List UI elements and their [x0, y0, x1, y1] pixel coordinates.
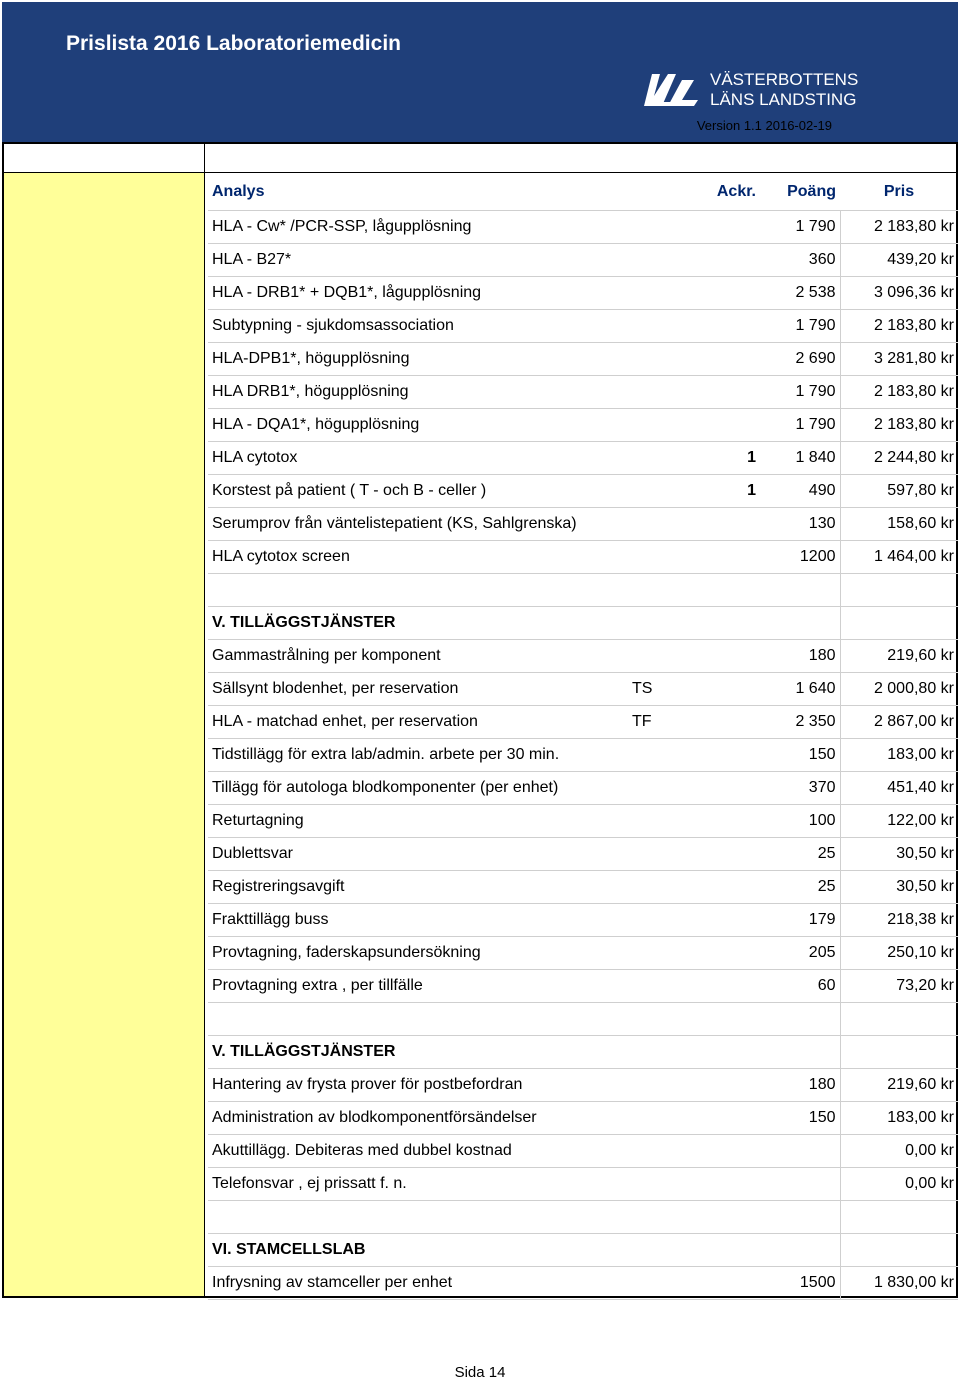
cell-ackr	[688, 970, 760, 1003]
cell-poang: 2 538	[760, 277, 840, 310]
cell-analys: HLA - DQA1*, högupplösning	[208, 409, 628, 442]
cell-code	[628, 640, 688, 673]
cell-poang: 1 790	[760, 376, 840, 409]
table-body	[208, 211, 958, 1300]
cell-pris: 2 183,80 kr	[840, 376, 958, 409]
cell-code	[628, 1003, 688, 1036]
cell-ackr	[688, 574, 760, 607]
table-row	[208, 244, 958, 277]
cell-ackr	[688, 310, 760, 343]
cell-pris	[840, 1234, 958, 1267]
cell-ackr	[688, 805, 760, 838]
version-label: Version 1.1 2016-02-19	[696, 118, 832, 133]
cell-code	[628, 574, 688, 607]
cell-code	[628, 1168, 688, 1201]
table-row	[208, 871, 958, 904]
cell-ackr	[688, 376, 760, 409]
cell-code	[628, 409, 688, 442]
section-heading-row	[208, 607, 958, 640]
cell-poang: 360	[760, 244, 840, 277]
cell-poang	[760, 1168, 840, 1201]
cell-code: TF	[628, 706, 688, 739]
cell-pris: 597,80 kr	[840, 475, 958, 508]
cell-poang: 1 640	[760, 673, 840, 706]
table-row	[208, 1135, 958, 1168]
cell-code	[628, 805, 688, 838]
cell-poang	[760, 1135, 840, 1168]
cell-analys: Administration av blodkomponentförsändelser	[208, 1102, 628, 1135]
cell-poang: 25	[760, 838, 840, 871]
cell-pris: 1 464,00 kr	[840, 541, 958, 574]
cell-ackr	[688, 1036, 760, 1069]
cell-code	[628, 970, 688, 1003]
cell-code	[628, 277, 688, 310]
table-row	[208, 805, 958, 838]
cell-analys	[208, 1201, 628, 1234]
cell-code	[628, 871, 688, 904]
cell-poang	[760, 1003, 840, 1036]
cell-ackr	[688, 1102, 760, 1135]
cell-analys: Infrysning av stamceller per enhet	[208, 1267, 628, 1300]
logo	[642, 66, 892, 110]
section-heading-row	[208, 1234, 958, 1267]
cell-poang: 1 790	[760, 409, 840, 442]
table-row	[208, 937, 958, 970]
cell-code	[628, 1135, 688, 1168]
cell-pris: 0,00 kr	[840, 1168, 958, 1201]
table-row	[208, 772, 958, 805]
cell-analys: Provtagning, faderskapsundersökning	[208, 937, 628, 970]
cell-pris: 250,10 kr	[840, 937, 958, 970]
cell-poang: 1200	[760, 541, 840, 574]
cell-poang: 100	[760, 805, 840, 838]
cell-ackr	[688, 1003, 760, 1036]
cell-pris	[840, 1036, 958, 1069]
cell-pris: 183,00 kr	[840, 1102, 958, 1135]
cell-pris: 2 867,00 kr	[840, 706, 958, 739]
page-title: Prislista 2016 Laboratoriemedicin	[66, 32, 401, 55]
cell-pris: 2 000,80 kr	[840, 673, 958, 706]
cell-ackr	[688, 871, 760, 904]
cell-ackr	[688, 904, 760, 937]
cell-ackr	[688, 541, 760, 574]
table-row	[208, 904, 958, 937]
cell-poang: 205	[760, 937, 840, 970]
cell-poang: 490	[760, 475, 840, 508]
cell-pris: 3 096,36 kr	[840, 277, 958, 310]
cell-pris: 30,50 kr	[840, 871, 958, 904]
cell-code	[628, 376, 688, 409]
table-row	[208, 1267, 958, 1300]
table-row	[208, 739, 958, 772]
table-row	[208, 343, 958, 376]
cell-code	[628, 838, 688, 871]
cell-analys: HLA - matchad enhet, per reservation	[208, 706, 628, 739]
cell-code	[628, 937, 688, 970]
cell-pris: 183,00 kr	[840, 739, 958, 772]
cell-poang	[760, 1234, 840, 1267]
cell-code	[628, 310, 688, 343]
cell-analys: Frakttillägg buss	[208, 904, 628, 937]
table-row	[208, 442, 958, 475]
section-heading-row	[208, 1036, 958, 1069]
table-row	[208, 409, 958, 442]
cell-analys: Tillägg för autologa blodkomponenter (per enhet)	[208, 772, 628, 805]
col-poang: Poäng	[760, 174, 840, 211]
cell-poang: 180	[760, 640, 840, 673]
table-row	[208, 1069, 958, 1102]
spacer-row	[208, 1201, 958, 1234]
cell-analys: HLA - B27*	[208, 244, 628, 277]
cell-poang	[760, 1201, 840, 1234]
cell-code	[628, 475, 688, 508]
cell-ackr	[688, 772, 760, 805]
table-row	[208, 277, 958, 310]
cell-ackr	[688, 211, 760, 244]
cell-poang	[760, 607, 840, 640]
cell-ackr	[688, 508, 760, 541]
cell-pris	[840, 607, 958, 640]
cell-code	[628, 211, 688, 244]
left-fill	[4, 172, 204, 1296]
cell-code	[628, 1234, 688, 1267]
cell-analys: Tidstillägg för extra lab/admin. arbete per 30 min.	[208, 739, 628, 772]
table-row	[208, 508, 958, 541]
table-row	[208, 673, 958, 706]
table-row	[208, 1168, 958, 1201]
cell-analys: Gammastrålning per komponent	[208, 640, 628, 673]
cell-ackr	[688, 673, 760, 706]
cell-poang: 1500	[760, 1267, 840, 1300]
cell-code	[628, 1036, 688, 1069]
cell-ackr	[688, 937, 760, 970]
cell-analys: HLA - DRB1* + DQB1*, lågupplösning	[208, 277, 628, 310]
cell-ackr: 1	[688, 442, 760, 475]
table-row	[208, 211, 958, 244]
cell-poang: 1 790	[760, 211, 840, 244]
cell-code	[628, 607, 688, 640]
col-analys: Analys	[208, 174, 628, 211]
cell-code	[628, 343, 688, 376]
cell-analys: HLA DRB1*, högupplösning	[208, 376, 628, 409]
cell-poang: 150	[760, 739, 840, 772]
cell-code	[628, 1069, 688, 1102]
cell-analys	[208, 574, 628, 607]
cell-analys: V. TILLÄGGSTJÄNSTER	[208, 1036, 628, 1069]
col-ackr: Ackr.	[688, 174, 760, 211]
table-row	[208, 640, 958, 673]
cell-analys: HLA-DPB1*, högupplösning	[208, 343, 628, 376]
cell-pris	[840, 1201, 958, 1234]
cell-pris: 122,00 kr	[840, 805, 958, 838]
cell-analys: Hantering av frysta prover för postbefordran	[208, 1069, 628, 1102]
cell-code: TS	[628, 673, 688, 706]
table-row	[208, 376, 958, 409]
cell-pris: 439,20 kr	[840, 244, 958, 277]
cell-pris: 2 183,80 kr	[840, 310, 958, 343]
cell-ackr: 1	[688, 475, 760, 508]
cell-ackr	[688, 739, 760, 772]
cell-analys: Subtypning - sjukdomsassociation	[208, 310, 628, 343]
cell-ackr	[688, 277, 760, 310]
cell-ackr	[688, 1201, 760, 1234]
cell-pris: 451,40 kr	[840, 772, 958, 805]
cell-poang: 25	[760, 871, 840, 904]
cell-pris: 158,60 kr	[840, 508, 958, 541]
cell-ackr	[688, 640, 760, 673]
cell-poang	[760, 1036, 840, 1069]
table-row	[208, 310, 958, 343]
cell-ackr	[688, 1135, 760, 1168]
cell-analys: Akuttillägg. Debiteras med dubbel kostnad	[208, 1135, 628, 1168]
cell-ackr	[688, 1267, 760, 1300]
cell-pris: 218,38 kr	[840, 904, 958, 937]
cell-code	[628, 541, 688, 574]
cell-code	[628, 739, 688, 772]
cell-poang: 179	[760, 904, 840, 937]
cell-analys: Registreringsavgift	[208, 871, 628, 904]
svg-text:LÄNS LANDSTING: LÄNS LANDSTING	[710, 90, 857, 109]
cell-code	[628, 244, 688, 277]
table-row	[208, 970, 958, 1003]
cell-pris: 219,60 kr	[840, 1069, 958, 1102]
cell-ackr	[688, 409, 760, 442]
cell-poang: 1 840	[760, 442, 840, 475]
cell-analys: HLA cytotox	[208, 442, 628, 475]
cell-code	[628, 1267, 688, 1300]
cell-code	[628, 772, 688, 805]
cell-analys: HLA - Cw* /PCR-SSP, lågupplösning	[208, 211, 628, 244]
cell-code	[628, 508, 688, 541]
table-row	[208, 541, 958, 574]
price-sheet	[2, 142, 958, 1298]
page-number: Sida 14	[454, 1364, 506, 1381]
cell-code	[628, 442, 688, 475]
table-header	[208, 174, 958, 211]
cell-analys: Dublettsvar	[208, 838, 628, 871]
cell-pris: 2 183,80 kr	[840, 211, 958, 244]
cell-poang: 2 690	[760, 343, 840, 376]
cell-pris	[840, 1003, 958, 1036]
cell-poang: 2 350	[760, 706, 840, 739]
price-table	[208, 174, 958, 1300]
table-row	[208, 475, 958, 508]
cell-pris: 2 244,80 kr	[840, 442, 958, 475]
table-row	[208, 838, 958, 871]
cell-pris: 30,50 kr	[840, 838, 958, 871]
cell-ackr	[688, 244, 760, 277]
col-pris: Pris	[840, 174, 958, 211]
cell-poang: 180	[760, 1069, 840, 1102]
cell-poang: 60	[760, 970, 840, 1003]
cell-analys: Korstest på patient ( T - och B - celler )	[208, 475, 628, 508]
cell-pris: 219,60 kr	[840, 640, 958, 673]
spacer-row	[208, 1003, 958, 1036]
cell-analys: Sällsynt blodenhet, per reservation	[208, 673, 628, 706]
cell-pris: 3 281,80 kr	[840, 343, 958, 376]
cell-ackr	[688, 1234, 760, 1267]
cell-poang: 130	[760, 508, 840, 541]
cell-ackr	[688, 343, 760, 376]
cell-ackr	[688, 607, 760, 640]
cell-pris: 73,20 kr	[840, 970, 958, 1003]
cell-pris: 2 183,80 kr	[840, 409, 958, 442]
cell-code	[628, 1102, 688, 1135]
cell-pris	[840, 574, 958, 607]
cell-code	[628, 904, 688, 937]
spacer-row	[208, 574, 958, 607]
table-row	[208, 706, 958, 739]
cell-poang: 150	[760, 1102, 840, 1135]
cell-poang	[760, 574, 840, 607]
svg-text:VÄSTERBOTTENS: VÄSTERBOTTENS	[710, 70, 859, 89]
cell-analys: VI. STAMCELLSLAB	[208, 1234, 628, 1267]
cell-poang: 1 790	[760, 310, 840, 343]
cell-analys: V. TILLÄGGSTJÄNSTER	[208, 607, 628, 640]
cell-analys: Telefonsvar , ej prissatt f. n.	[208, 1168, 628, 1201]
cell-pris: 0,00 kr	[840, 1135, 958, 1168]
cell-poang: 370	[760, 772, 840, 805]
cell-code	[628, 1201, 688, 1234]
cell-analys: HLA cytotox screen	[208, 541, 628, 574]
cell-analys	[208, 1003, 628, 1036]
cell-ackr	[688, 1069, 760, 1102]
cell-ackr	[688, 1168, 760, 1201]
cell-pris: 1 830,00 kr	[840, 1267, 958, 1300]
cell-ackr	[688, 706, 760, 739]
cell-analys: Provtagning extra , per tillfälle	[208, 970, 628, 1003]
cell-analys: Returtagning	[208, 805, 628, 838]
cell-analys: Serumprov från väntelistepatient (KS, Sahlgrenska)	[208, 508, 628, 541]
table-row	[208, 1102, 958, 1135]
cell-ackr	[688, 838, 760, 871]
